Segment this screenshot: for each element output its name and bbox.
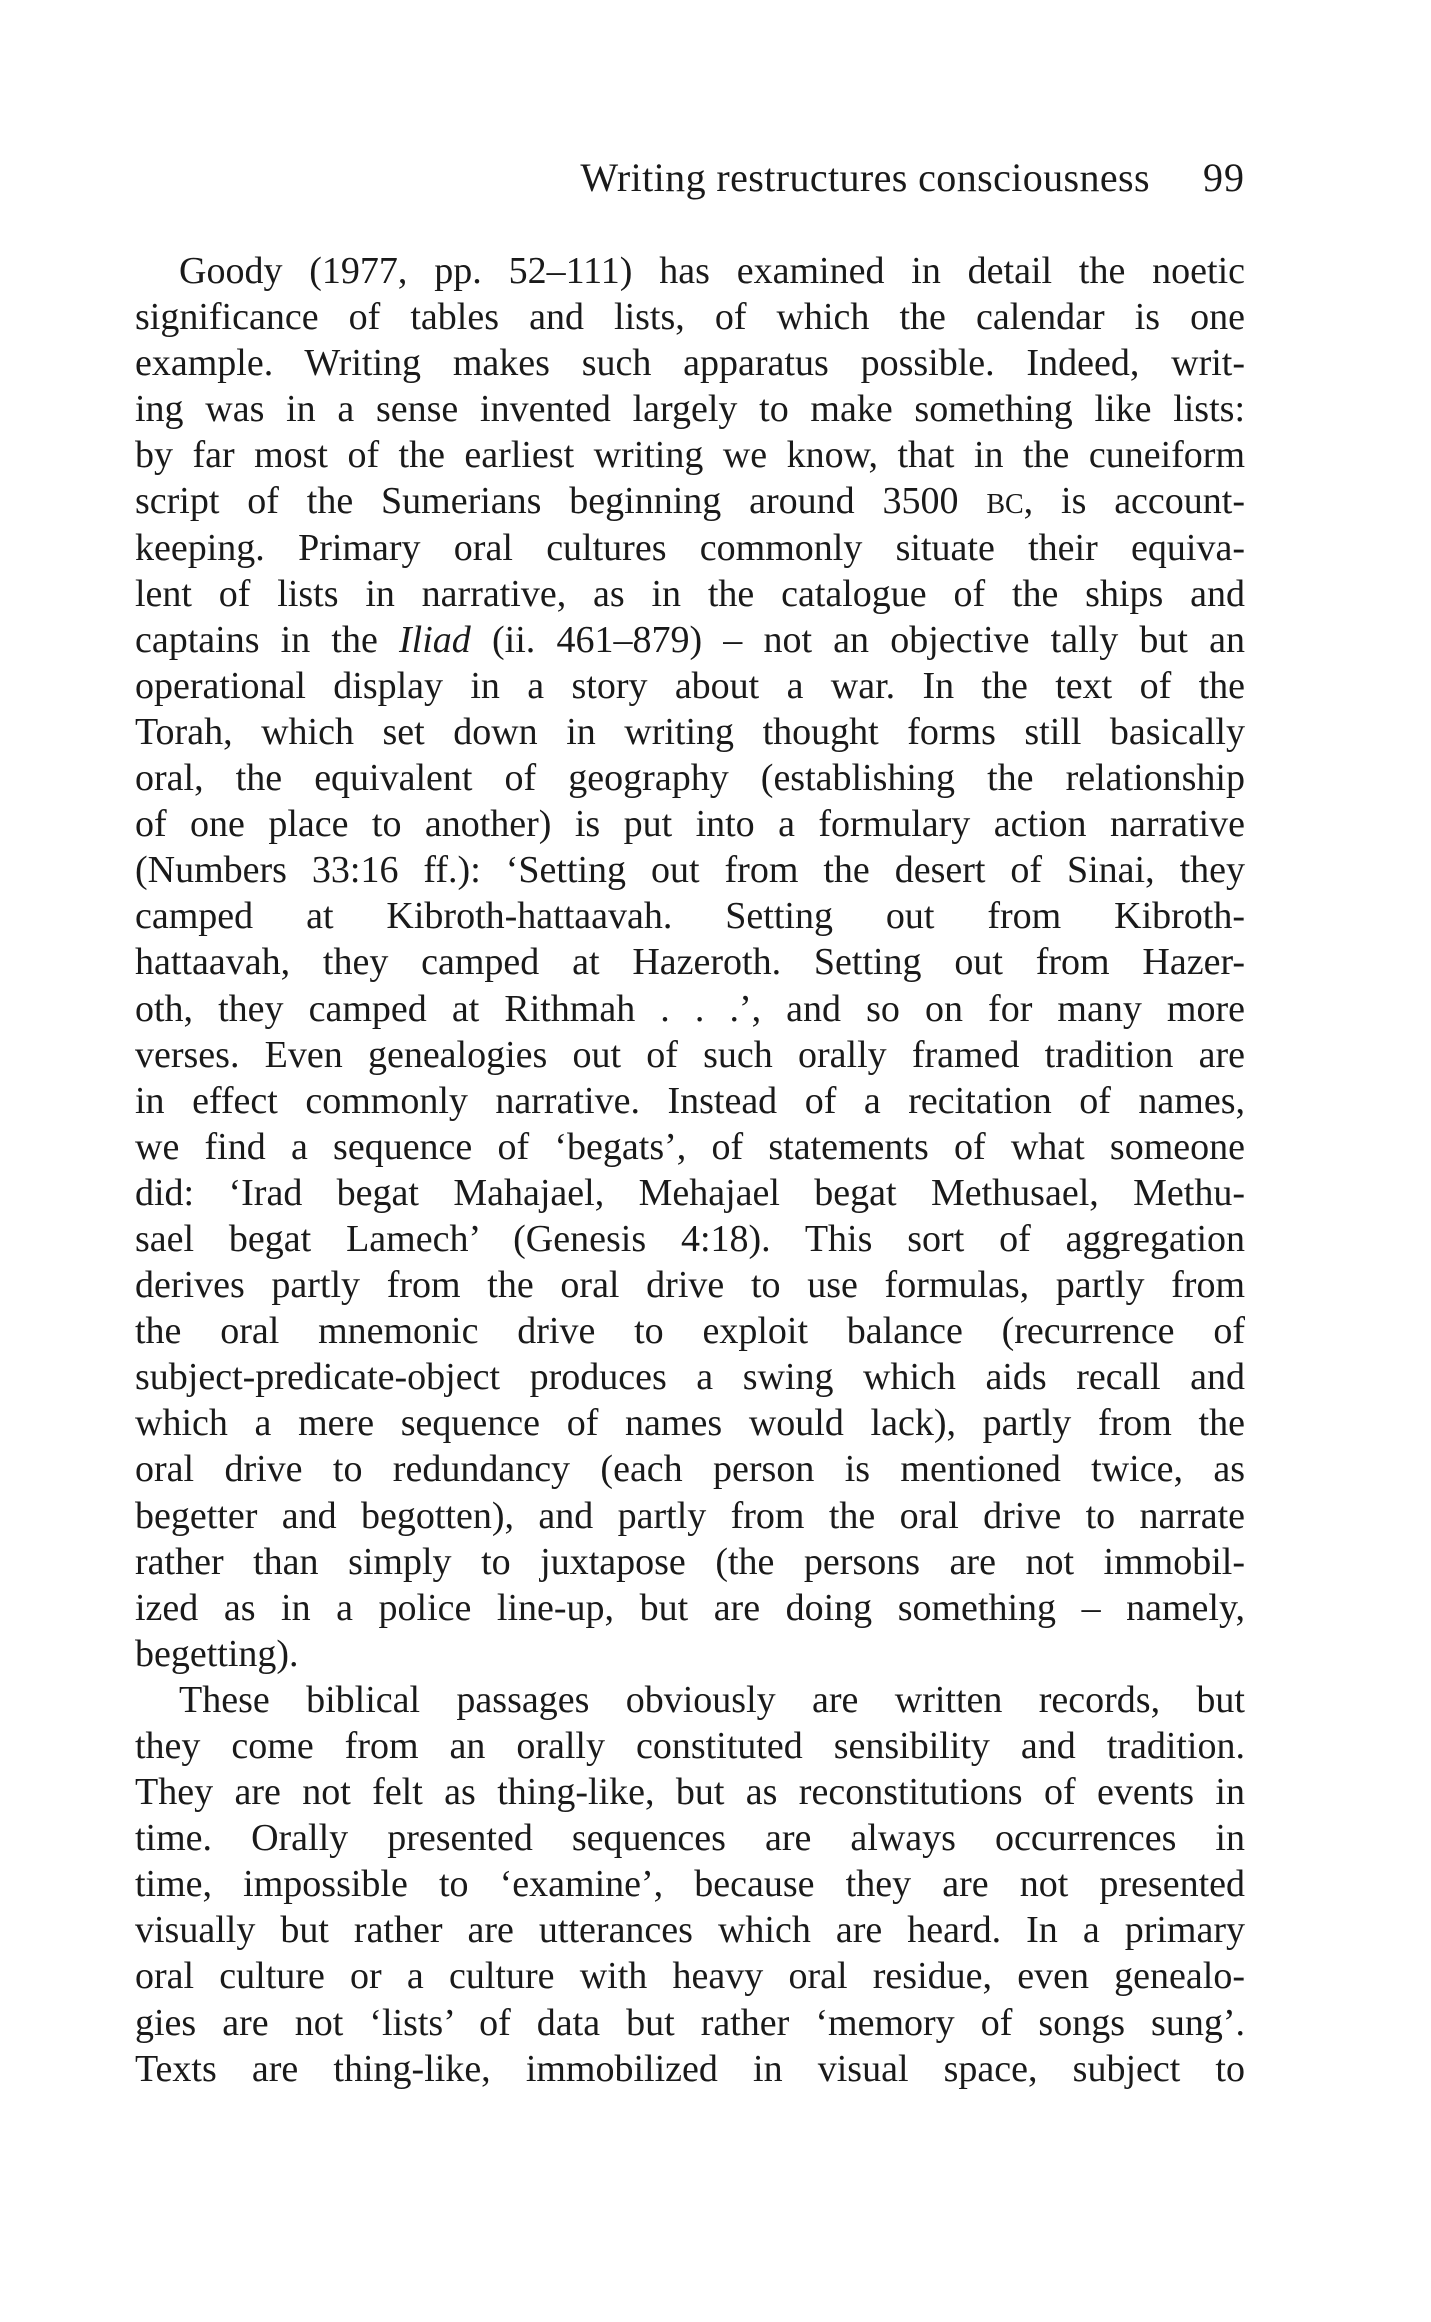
- paragraph-1: [135, 248, 1245, 1677]
- text-line: keeping. Primary oral cultures commonly situate their equiva-: [135, 526, 1245, 569]
- text-line: hattaavah, they camped at Hazeroth. Setting out from Hazer-: [135, 941, 1245, 984]
- text-line: oral culture or a culture with heavy oral residue, even genealo-: [135, 1955, 1245, 1998]
- text-line: rather than simply to juxtapose (the persons are not immobil-: [135, 1540, 1245, 1583]
- text-line: in effect commonly narrative. Instead of a recitation of names,: [135, 1079, 1245, 1122]
- text-line: oral, the equivalent of geography (establishing the relationship: [135, 757, 1245, 800]
- text-line: which a mere sequence of names would lack), partly from the: [135, 1402, 1245, 1445]
- paragraph-2: [135, 1677, 1245, 2092]
- text-line: verses. Even genealogies out of such orally framed tradition are: [135, 1033, 1245, 1076]
- text-line: camped at Kibroth-hattaavah. Setting out from Kibroth-: [135, 895, 1245, 938]
- text-line: (Numbers 33:16 ff.): ‘Setting out from the desert of Sinai, they: [135, 849, 1245, 892]
- text-line: significance of tables and lists, of which the calendar is one: [135, 296, 1245, 339]
- text-line: script of the Sumerians beginning around 3500 BC, is account-: [135, 480, 1245, 523]
- text-line: did: ‘Irad begat Mahajael, Mehajael begat Methusael, Methu-: [135, 1171, 1245, 1214]
- text-line: ized as in a police line-up, but are doing something – namely,: [135, 1586, 1245, 1629]
- text-line: operational display in a story about a war. In the text of the: [135, 664, 1245, 707]
- text-line: Goody (1977, pp. 52–111) has examined in detail the noetic: [179, 250, 1245, 292]
- text-line: the oral mnemonic drive to exploit balance (recurrence of: [135, 1310, 1245, 1353]
- text-line: begetting).: [135, 1632, 299, 1675]
- text-line: begetter and begotten), and partly from the oral drive to narrate: [135, 1494, 1245, 1537]
- text-line: oral drive to redundancy (each person is mentioned twice, as: [135, 1448, 1245, 1491]
- text-line: by far most of the earliest writing we know, that in the cuneiform: [135, 434, 1245, 477]
- text-line: subject-predicate-object produces a swing which aids recall and: [135, 1356, 1245, 1399]
- italic-title: Iliad: [399, 618, 471, 661]
- text-line: example. Writing makes such apparatus possible. Indeed, writ-: [135, 342, 1245, 385]
- text-line: of one place to another) is put into a formulary action narrative: [135, 803, 1245, 846]
- text-line: they come from an orally constituted sensibility and tradition.: [135, 1725, 1245, 1767]
- text-line: Torah, which set down in writing thought forms still basically: [135, 710, 1245, 753]
- text-line: gies are not ‘lists’ of data but rather ‘memory of songs sung’.: [135, 2001, 1245, 2044]
- text-line: They are not felt as thing-like, but as reconstitutions of events in: [135, 1771, 1245, 1814]
- text-line: Texts are thing-like, immobilized in visual space, subject to: [135, 2047, 1245, 2090]
- text-line: lent of lists in narrative, as in the catalogue of the ships and: [135, 572, 1245, 615]
- text-line: captains in the Iliad (ii. 461–879) – not an objective tally but an: [135, 618, 1245, 661]
- text-line: oth, they camped at Rithmah . . .’, and so on for many more: [135, 987, 1245, 1030]
- running-head-title: Writing restructures consciousness: [580, 155, 1150, 200]
- text-line: time, impossible to ‘examine’, because they are not presented: [135, 1863, 1245, 1906]
- text-line: ing was in a sense invented largely to make something like lists:: [135, 388, 1245, 431]
- text-line: sael begat Lamech’ (Genesis 4:18). This sort of aggregation: [135, 1217, 1245, 1260]
- running-head: [135, 148, 1245, 208]
- text-line: visually but rather are utterances which are heard. In a primary: [135, 1909, 1245, 1952]
- page-number: 99: [1203, 155, 1245, 200]
- text-line: derives partly from the oral drive to use formulas, partly from: [135, 1264, 1245, 1307]
- text-line: we find a sequence of ‘begats’, of statements of what someone: [135, 1125, 1245, 1168]
- small-caps-era: BC: [986, 489, 1024, 521]
- text-line: time. Orally presented sequences are always occurrences in: [135, 1817, 1245, 1860]
- text-line: These biblical passages obviously are written records, but: [179, 1678, 1245, 1721]
- body-text: [135, 248, 1245, 2092]
